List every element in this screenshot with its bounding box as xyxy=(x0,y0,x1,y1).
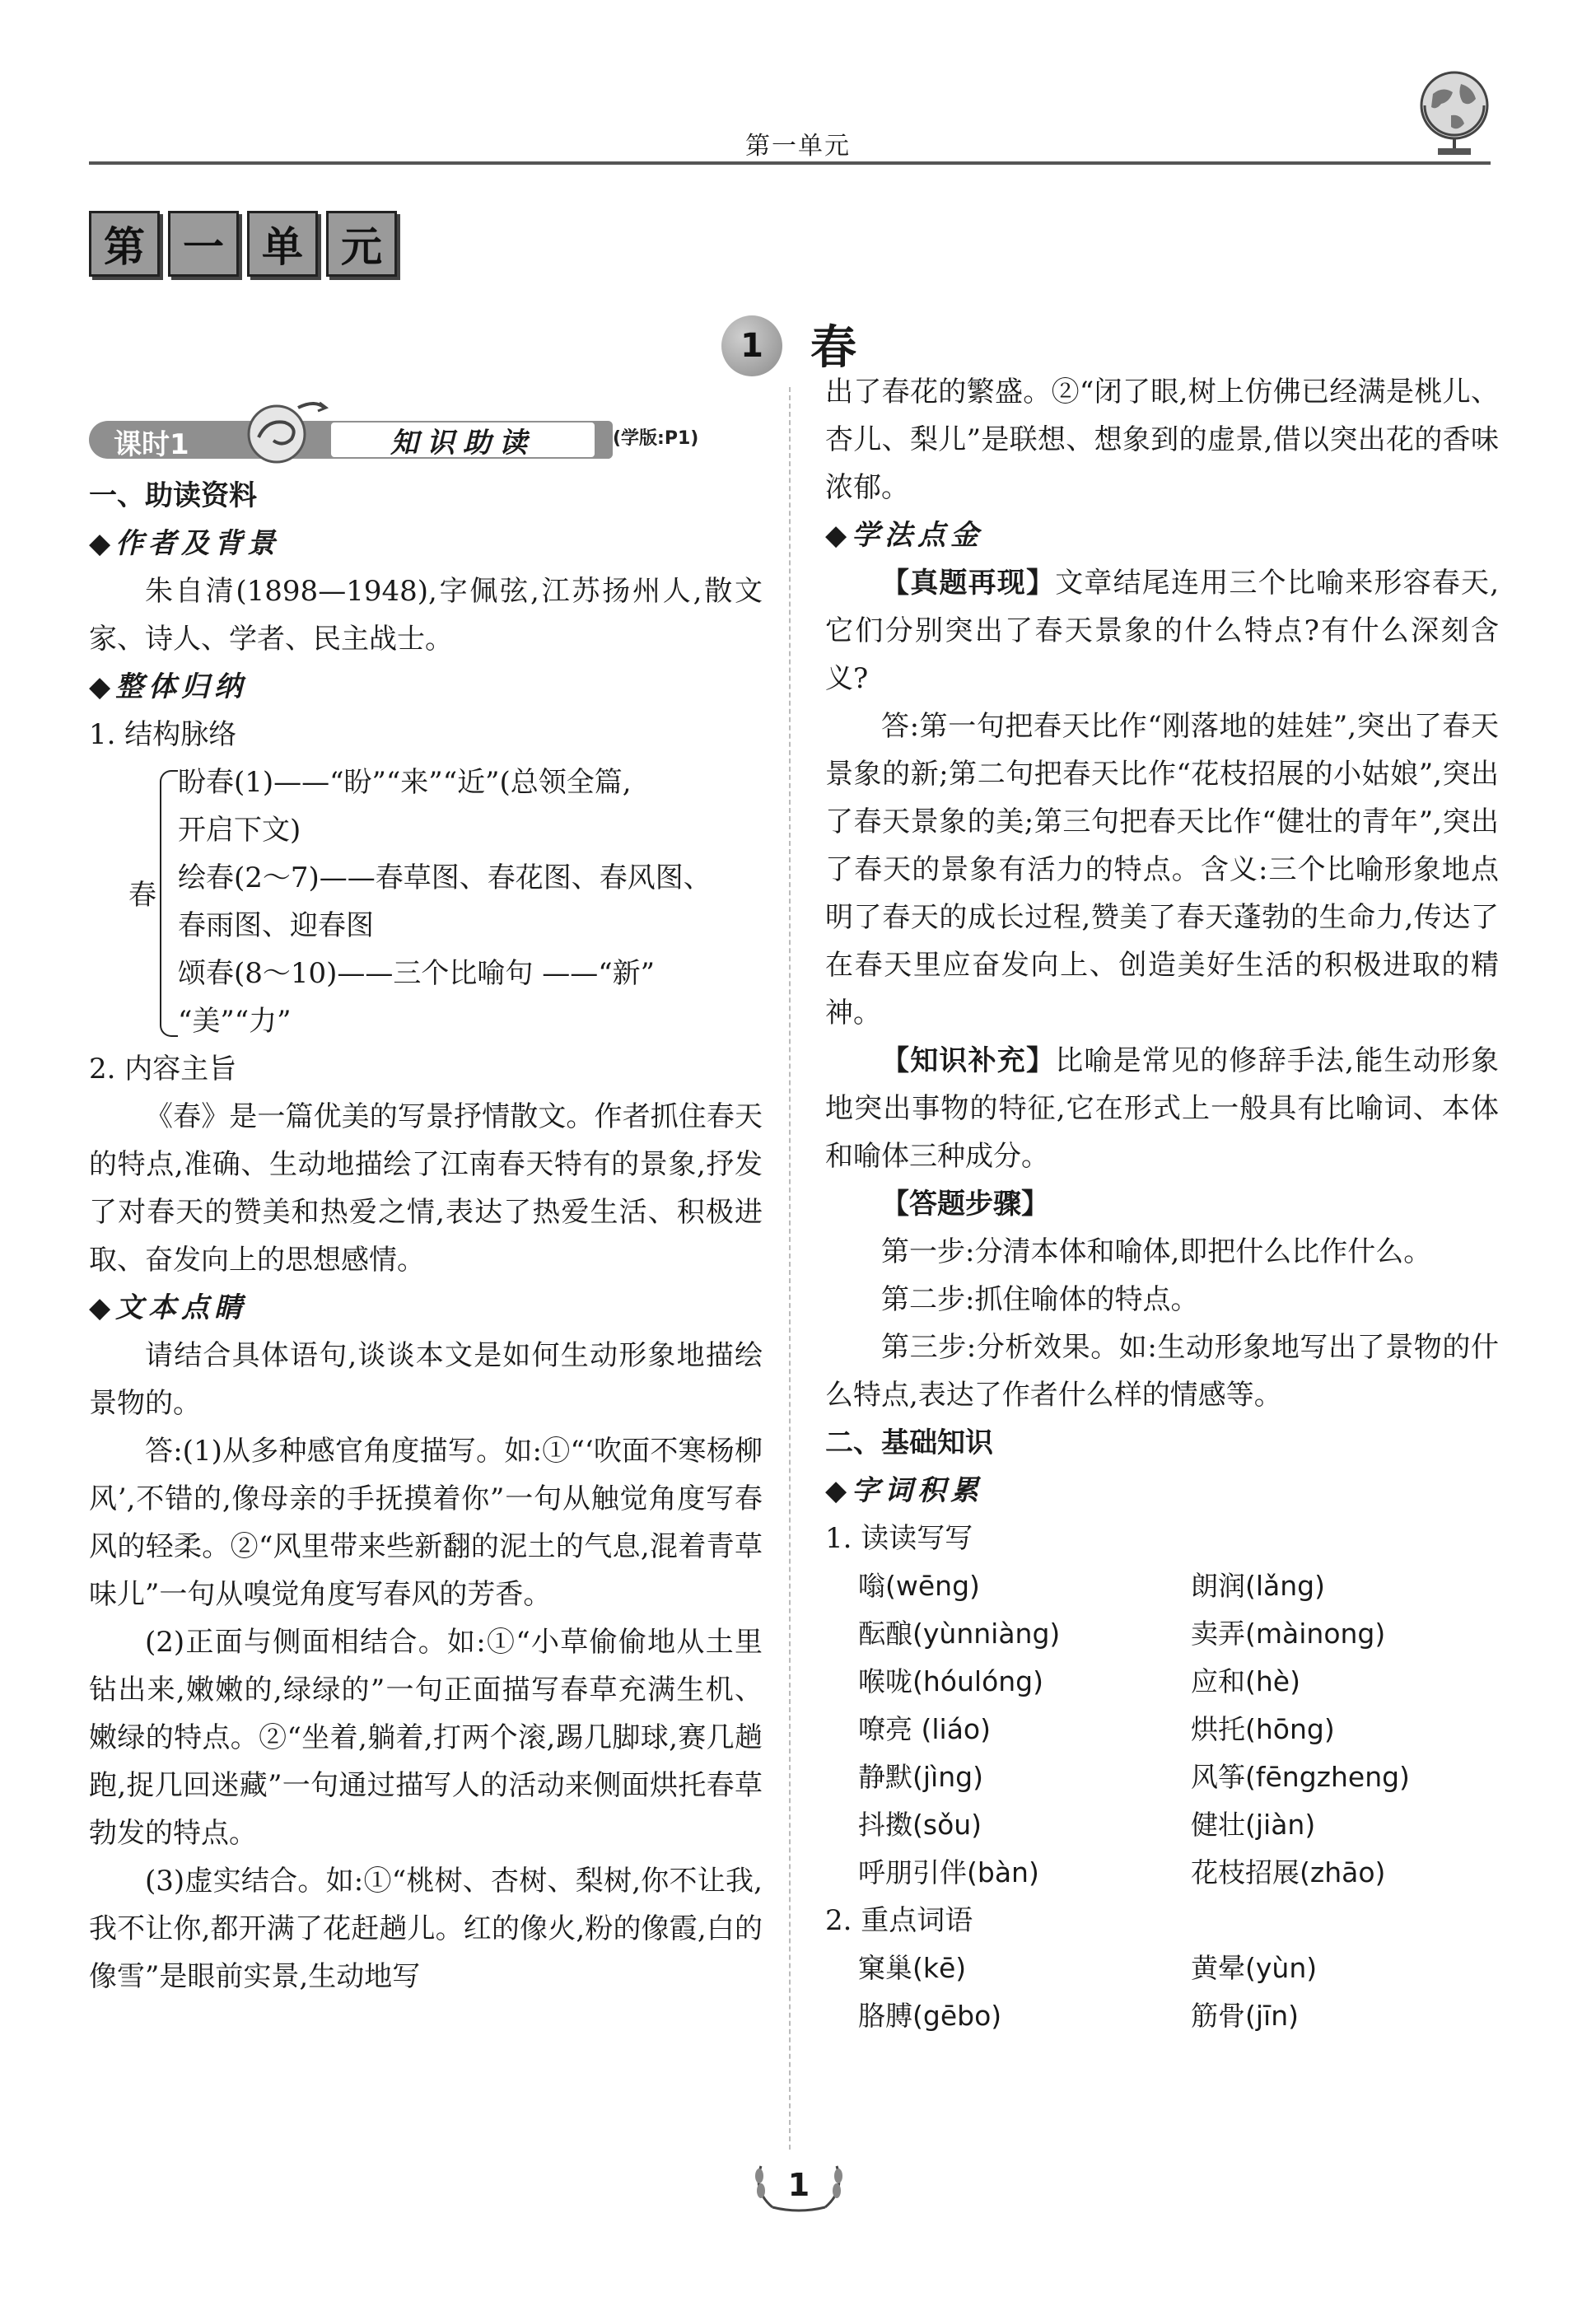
swirl-icon xyxy=(234,386,333,465)
vocab-item: 筋骨(jīn) xyxy=(1191,2000,1300,2032)
left-column xyxy=(89,472,763,2001)
textbook-page-ref: (学版:P1) xyxy=(613,428,699,449)
structure-item: 颂春(8～10)——三个比喻句 ——“新” xyxy=(178,957,655,990)
section-heading: 二、基础知识 xyxy=(825,1426,993,1459)
vocab-item: 风筝(fēngzheng) xyxy=(1191,1761,1410,1793)
theme-text: 《春》是一篇优美的写景抒情散文。作者抓住春天的特点,准确、生动地描绘了江南春天特有的景象,抒发了对春天的赞美和热爱之情,表达了热爱生活、积极进取、奋发向上的思想感情。 xyxy=(89,1100,763,1277)
author-text: 朱自清(1898—1948),字佩弦,江苏扬州人,散文家、诗人、学者、民主战士。 xyxy=(89,575,763,656)
structure-item: 绘春(2～7)——春草图、春花图、春风图、 xyxy=(178,861,712,894)
vocab-item: 卖弄(màinong) xyxy=(1191,1618,1386,1650)
structure-outline xyxy=(89,759,763,1045)
structure-root: 春 xyxy=(128,879,156,912)
vocab-item: 呼朋引伴(bàn) xyxy=(858,1856,1039,1888)
supplement-paragraph xyxy=(825,1037,1499,1180)
structure-item: “美”“力” xyxy=(178,1005,292,1038)
lesson-banner xyxy=(89,416,715,465)
supplement-text: 比喻是常见的修辞手法,能生动形象地突出事物的特征,它在形式上一般具有比喻词、本体和喻体三种成分。 xyxy=(825,1044,1500,1173)
unit-banner xyxy=(89,211,397,275)
key-words-list xyxy=(825,1945,1499,2040)
lesson-number-badge: 1 xyxy=(721,315,782,376)
step-text: 第三步:分析效果。如:生动形象地写出了景物的什么特点,表达了作者什么样的情感等。 xyxy=(825,1331,1499,1412)
step-text: 第二步:抓住喻体的特点。 xyxy=(881,1283,1199,1316)
subsection-heading: ◆学法点金 xyxy=(825,519,984,552)
unit-banner-char: 元 xyxy=(326,211,397,277)
subsection-heading: ◆字词积累 xyxy=(825,1474,984,1507)
lesson-title: 春 xyxy=(810,320,856,375)
read-write-heading: 1. 读读写写 xyxy=(825,1522,973,1555)
globe-icon xyxy=(1413,66,1496,158)
structure-heading: 1. 结构脉络 xyxy=(89,718,237,751)
subsection-heading: ◆整体归纳 xyxy=(89,670,248,703)
vocab-item: 酝酿(yùnniàng) xyxy=(858,1618,1061,1650)
structure-item: 盼春(1)——“盼”“来”“近”(总领全篇, xyxy=(178,766,632,799)
header-rule xyxy=(89,161,1491,165)
subsection-heading: ◆作者及背景 xyxy=(89,527,281,560)
unit-banner-char: 单 xyxy=(247,211,318,277)
step-text: 第一步:分清本体和喻体,即把什么比作什么。 xyxy=(881,1235,1432,1268)
running-head: 第一单元 xyxy=(745,132,851,161)
vocab-item: 朗润(lǎng) xyxy=(1191,1570,1326,1602)
page-number: 1 xyxy=(787,2167,810,2203)
lesson-banner-title: 知识助读 xyxy=(331,423,595,457)
exam-tag: 【真题再现】 xyxy=(881,567,1056,600)
unit-banner-char: 一 xyxy=(168,211,239,277)
structure-brace xyxy=(160,770,178,1037)
lesson-label: 课时1 xyxy=(114,428,189,461)
unit-banner-char: 第 xyxy=(89,211,160,277)
supplement-tag: 【知识补充】 xyxy=(881,1044,1056,1077)
answer-text: (3)虚实结合。如:①“桃树、杏树、梨树,你不让我,我不让你,都开满了花赶趟儿。红的像火,粉的像霞,白的像雪”是眼前实景,生动地写 xyxy=(89,1865,763,1993)
vocab-item: 喉咙(hóulóng) xyxy=(858,1665,1043,1697)
section-heading: 一、助读资料 xyxy=(89,479,257,512)
exam-text: 文章结尾连用三个比喻来形容春天,它们分别突出了春天景象的什么特点?有什么深刻含义? xyxy=(825,567,1500,695)
read-write-list xyxy=(825,1562,1499,1897)
right-column xyxy=(825,368,1499,2040)
structure-item: 开启下文) xyxy=(178,814,301,847)
steps-tag: 【答题步骤】 xyxy=(881,1188,1049,1221)
exam-answer: 答:第一句把春天比作“刚落地的娃娃”,突出了春天景象的新;第二句把春天比作“花枝招展的小姑娘”,突出了春天景象的美;第三句把春天比作“健壮的青年”,突出了春天的景象有活力的特点。含义:三个比喻形象地点明了春天的成长过程,赞美了春天蓬勃的生命力,传达了在春天里应奋发向上、创造美好生活的积极进取的精神。 xyxy=(825,710,1499,1029)
vocab-item: 烘托(hōng) xyxy=(1191,1713,1335,1745)
key-words-heading: 2. 重点词语 xyxy=(825,1904,973,1937)
vocab-item: 健壮(jiàn) xyxy=(1191,1809,1316,1841)
vocab-item: 应和(hè) xyxy=(1191,1665,1300,1697)
subsection-heading: ◆文本点睛 xyxy=(89,1291,248,1324)
continued-text: 出了春花的繁盛。②“闭了眼,树上仿佛已经满是桃儿、杏儿、梨儿”是联想、想象到的虚景,借以突出花的香味浓郁。 xyxy=(825,376,1499,504)
vocab-item: 嗡(wēng) xyxy=(858,1570,980,1602)
vocab-item: 抖擞(sǒu) xyxy=(858,1809,982,1841)
vocab-item: 窠巢(kē) xyxy=(858,1952,967,1984)
theme-heading: 2. 内容主旨 xyxy=(89,1053,237,1085)
vocab-item: 黄晕(yùn) xyxy=(1191,1952,1318,1984)
question-text: 请结合具体语句,谈谈本文是如何生动形象地描绘景物的。 xyxy=(89,1339,763,1420)
answer-text: (2)正面与侧面相结合。如:①“小草偷偷地从土里钻出来,嫩嫩的,绿绿的”一句正面描写春草充满生机、嫩绿的特点。②“坐着,躺着,打两个滚,踢几脚球,赛几趟跑,捉几回迷藏”一句通过描写人的活动来侧面烘托春草勃发的特点。 xyxy=(89,1626,763,1850)
vocab-item: 嘹亮 (liáo) xyxy=(858,1713,991,1745)
column-divider xyxy=(789,387,791,2150)
answer-text: 答:(1)从多种感官角度描写。如:①“‘吹面不寒杨柳风’,不错的,像母亲的手抚摸着你”一句从触觉角度写春风的轻柔。②“风里带来些新翻的泥土的气息,混着青草味儿”一句从嗅觉角度写春风的芳香。 xyxy=(89,1435,763,1611)
vocab-item: 花枝招展(zhāo) xyxy=(1191,1856,1386,1888)
vocab-item: 胳膊(gēbo) xyxy=(858,2000,1002,2032)
exam-paragraph xyxy=(825,559,1499,703)
page-number-ornament xyxy=(748,2158,850,2212)
structure-item: 春雨图、迎春图 xyxy=(178,909,374,942)
vocab-item: 静默(jìng) xyxy=(858,1761,983,1793)
